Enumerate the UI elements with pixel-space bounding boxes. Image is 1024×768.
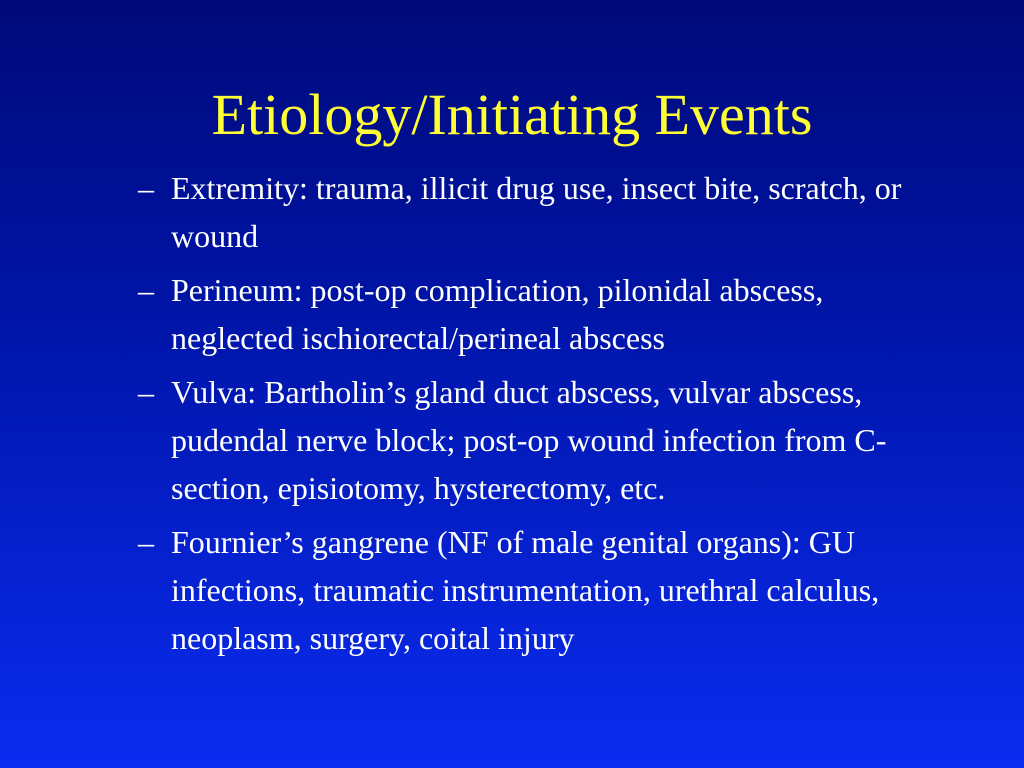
bullet-dash: – <box>138 170 154 206</box>
bullet-text-fourniers: Fournier’s gangrene (NF of male genital organs): GU infections, traumatic instrumentation, urethral calculus, neoplasm, surgery, coital injury <box>171 524 880 656</box>
bullet-vulva <box>138 368 938 512</box>
bullet-perineum <box>138 266 938 362</box>
bullet-dash: – <box>138 272 154 308</box>
bullet-text-extremity: Extremity: trauma, illicit drug use, insect bite, scratch, or wound <box>171 170 902 254</box>
bullet-text-perineum: Perineum: post-op complication, pilonidal abscess, neglected ischiorectal/perineal abscess <box>171 272 824 356</box>
bullet-extremity <box>138 164 938 260</box>
bullet-dash: – <box>138 524 154 560</box>
bullet-dash: – <box>138 374 154 410</box>
bullet-fourniers <box>138 518 938 662</box>
slide-title: Etiology/Initiating Events <box>211 82 813 147</box>
bullet-text-vulva: Vulva: Bartholin’s gland duct abscess, vulvar abscess, pudendal nerve block; post-op wound infection from C-section, episiotomy, hysterectomy, etc. <box>171 374 887 506</box>
bullet-list <box>138 164 938 668</box>
